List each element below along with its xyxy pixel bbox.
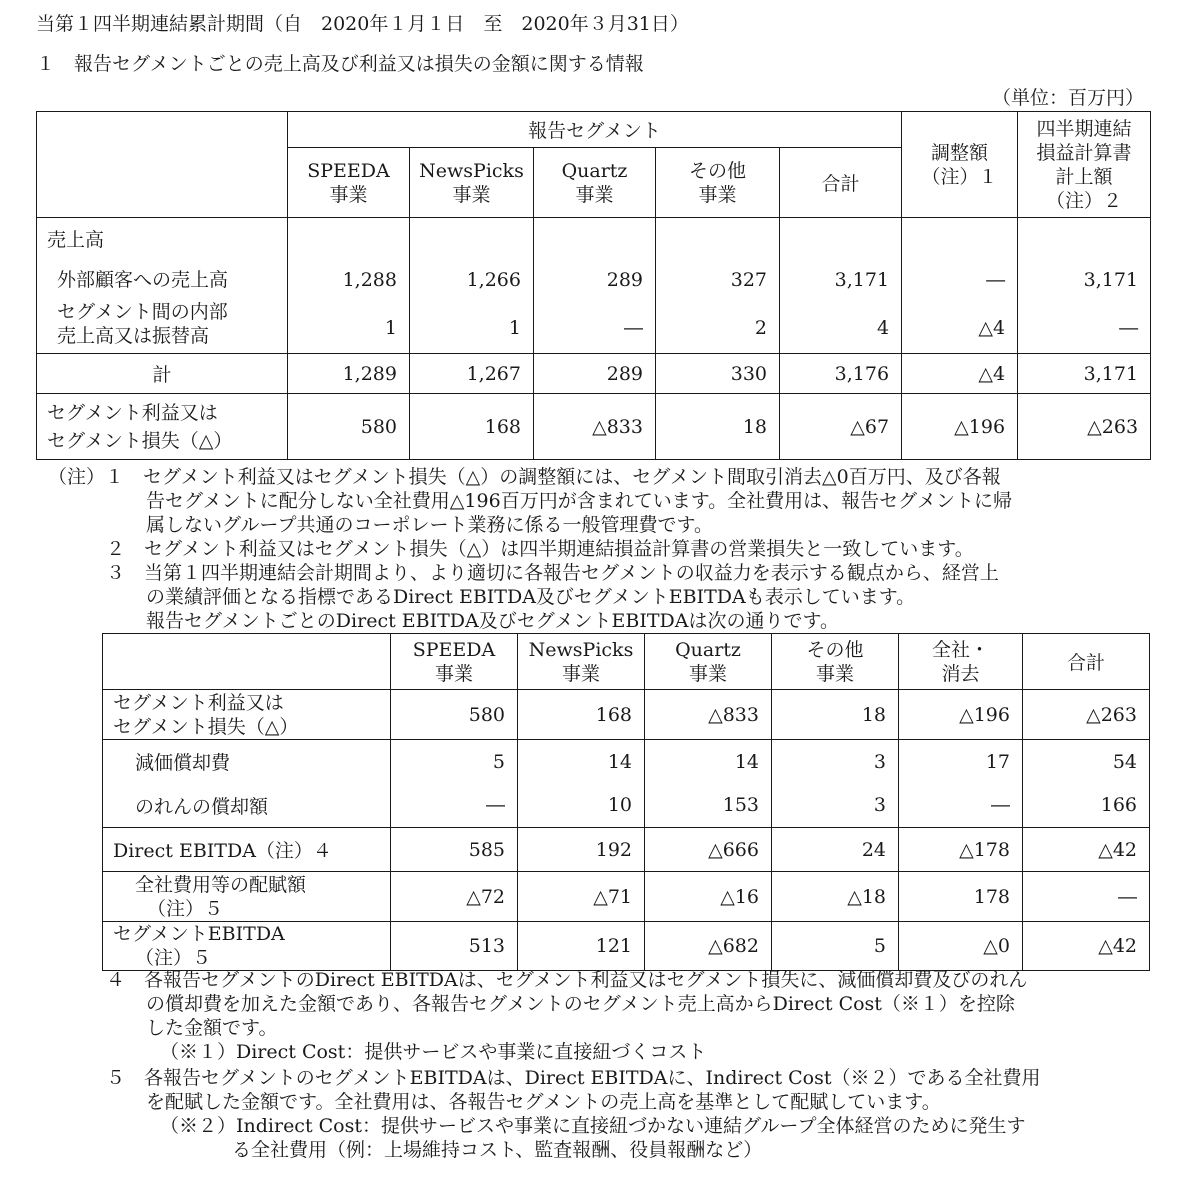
note-1-line-1: （注）１ セグメント利益又はセグメント損失（△）の調整額には、セグメント間取引消去△0百万円、及び各報 <box>48 466 1001 488</box>
ebitda-table <box>102 633 1150 971</box>
total-header-2: 合計 <box>1023 634 1150 690</box>
note-3-line-1: ３ 当第１四半期連結会計期間より、より適切に各報告セグメントの収益力を表示する観点から、経営上 <box>106 562 999 584</box>
note-4-footnote: （※１）Direct Cost：提供サービスや事業に直接紐づくコスト <box>160 1041 707 1063</box>
sales-labels: 売上高 外部顧客への売上高 セグメント間の内部 売上高又は振替高 <box>37 218 288 354</box>
note-2: ２ セグメント利益又はセグメント損失（△）は四半期連結損益計算書の営業損失と一致しています。 <box>106 538 974 560</box>
corner-cell <box>37 112 288 218</box>
note-5-line-1: ５ 各報告セグメントのセグメントEBITDAは、Direct EBITDAに、Indirect Cost（※２）である全社費用 <box>106 1067 1041 1089</box>
speeda-header-2: SPEEDA 事業 <box>391 634 518 690</box>
other-header-2: その他 事業 <box>772 634 899 690</box>
total-header: 合計 <box>780 148 902 218</box>
quartz-header: Quartz 事業 <box>534 148 656 218</box>
segment-sales-table <box>36 111 1151 460</box>
newspicks-header-2: NewsPicks 事業 <box>518 634 645 690</box>
note-4-line-1: ４ 各報告セグメントのDirect EBITDAは、セグメント利益又はセグメント損失に、減価償却費及びのれん <box>106 969 1028 991</box>
depreciation-row: 減価償却費 5 14 14 3 17 54 <box>103 740 1150 784</box>
corporate-header: 全社・ 消去 <box>899 634 1023 690</box>
consolidated-header: 四半期連結 損益計算書 計上額 （注）２ <box>1018 112 1151 218</box>
reporting-segment-header: 報告セグメント <box>288 112 902 148</box>
quartz-header-2: Quartz 事業 <box>645 634 772 690</box>
allocation-row: 全社費用等の配賦額 （注）５ △72 △71 △16 △18 178 ― <box>103 872 1150 922</box>
note-3-line-3: 報告セグメントごとのDirect EBITDA及びセグメントEBITDAは次の通りです。 <box>146 610 839 632</box>
section-heading: １ 報告セグメントごとの売上高及び利益又は損失の金額に関する情報 <box>36 53 644 75</box>
note-4-line-3: した金額です。 <box>146 1017 278 1039</box>
other-header: その他 事業 <box>656 148 780 218</box>
unit-label: （単位：百万円） <box>992 87 1145 109</box>
note-5-footnote-1: （※２）Indirect Cost：提供サービスや事業に直接紐づかない連結グループ全体経営のために発生す <box>160 1115 1026 1137</box>
adjustment-header: 調整額 （注）１ <box>902 112 1018 218</box>
goodwill-row: のれんの償却額 ― 10 153 3 ― 166 <box>103 784 1150 828</box>
profit-row: セグメント利益又は セグメント損失（△） 580 168 △833 18 △67 △196 △263 <box>37 394 1151 460</box>
note-1-line-2: 告セグメントに配分しない全社費用△196百万円が含まれています。全社費用は、報告セグメントに帰 <box>146 490 1012 512</box>
speeda-header: SPEEDA 事業 <box>288 148 410 218</box>
direct-ebitda-row: Direct EBITDA（注）４ 585 192 △666 24 △178 △42 <box>103 828 1150 872</box>
note-1-line-3: 属しないグループ共通のコーポレート業務に係る一般管理費です。 <box>146 514 713 536</box>
note-5-line-2: を配賦した金額です。全社費用は、各報告セグメントの売上高を基準として配賦しています。 <box>146 1091 941 1113</box>
note-3-line-2: の業績評価となる指標であるDirect EBITDA及びセグメントEBITDAも表示しています。 <box>146 586 916 608</box>
subtotal-row: 計 1,289 1,267 289 330 3,176 △4 3,171 <box>37 354 1151 394</box>
period-heading: 当第１四半期連結累計期間（自 2020年１月１日 至 2020年３月31日） <box>36 13 689 35</box>
newspicks-header: NewsPicks 事業 <box>410 148 534 218</box>
profit-row-2: セグメント利益又は セグメント損失（△） 580 168 △833 18 △196 △263 <box>103 690 1150 740</box>
segment-ebitda-row: セグメントEBITDA （注）５ 513 121 △682 5 △0 △42 <box>103 922 1150 971</box>
corner-cell-2 <box>103 634 391 690</box>
note-4-line-2: の償却費を加えた金額であり、各報告セグメントのセグメント売上高からDirect Cost（※１）を控除 <box>146 993 1015 1015</box>
sales-block: 売上高 外部顧客への売上高 セグメント間の内部 売上高又は振替高 1,288 1 1,266 1 289 ― 327 2 3,171 4 ― △4 3,171 ― <box>37 218 1151 354</box>
note-5-footnote-2: る全社費用（例：上場維持コスト、監査報酬、役員報酬など） <box>232 1139 763 1161</box>
